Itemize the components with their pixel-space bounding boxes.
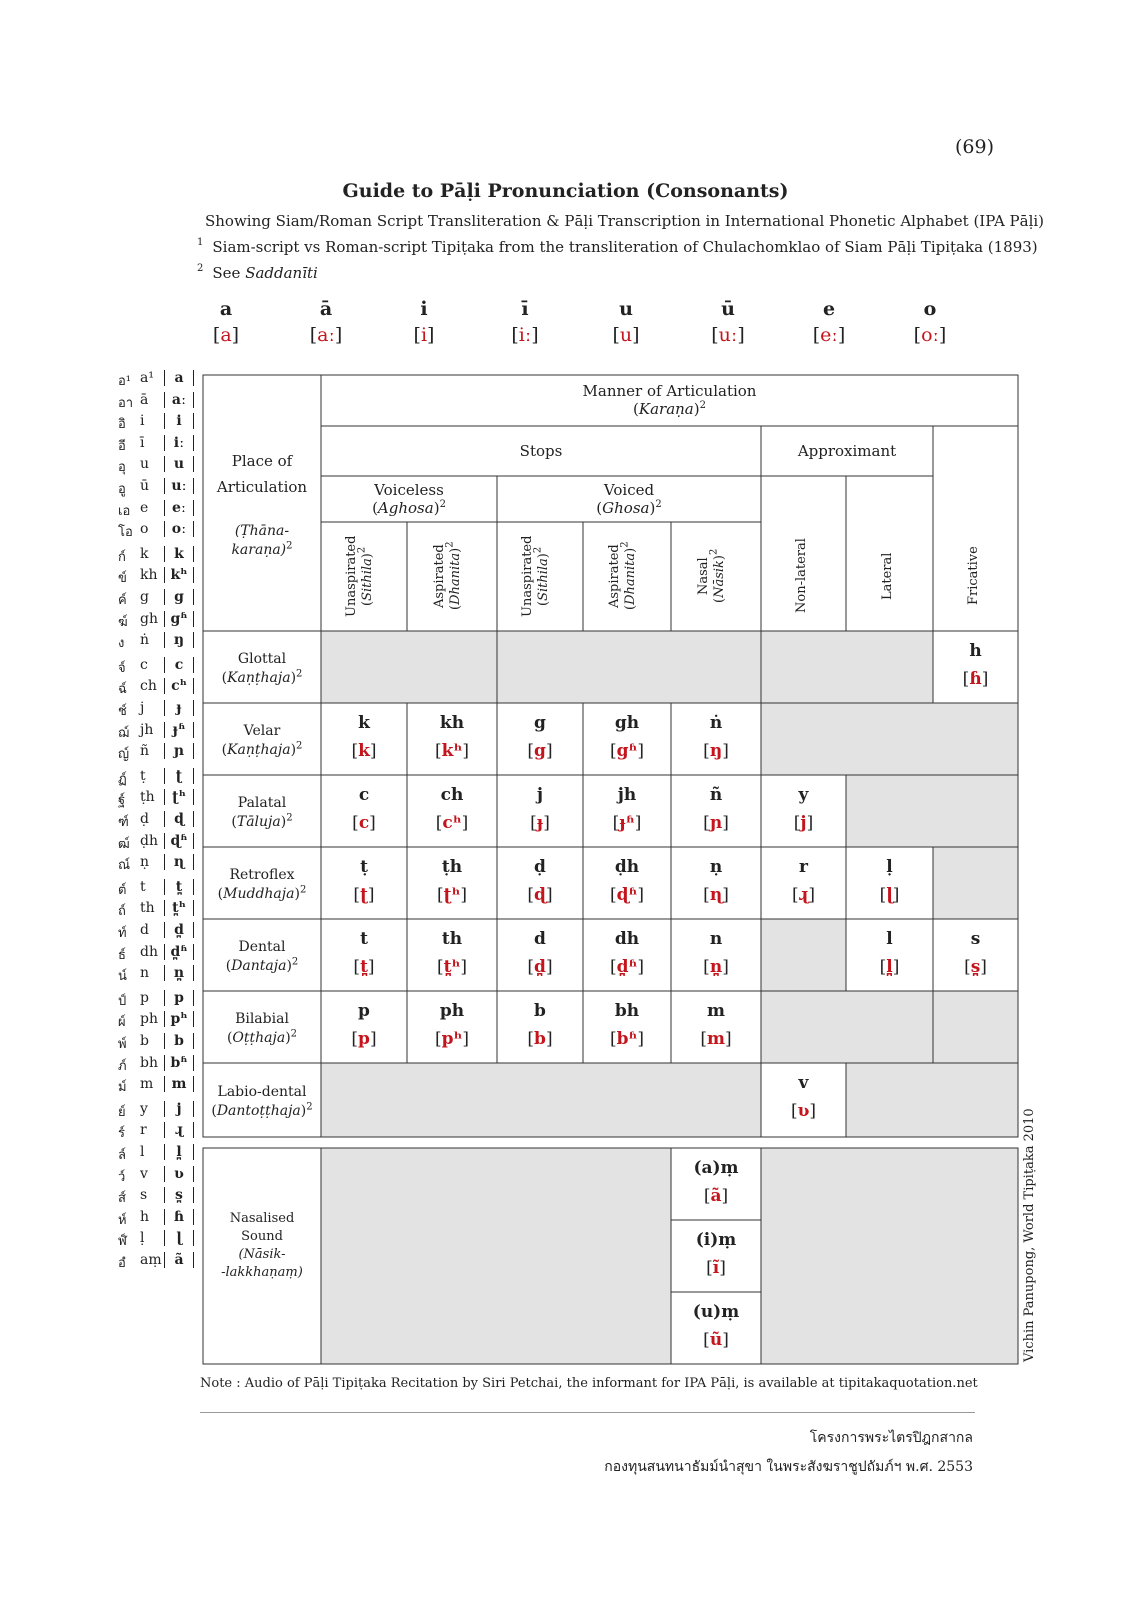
vowel-ipa: [aː]	[309, 324, 343, 346]
sidebar-ipa: i	[164, 413, 194, 429]
row-bilabial: Bilabial (Oṭṭhaja)$^2$	[226, 1011, 298, 1046]
sidebar-ipa: ɻ	[164, 1122, 194, 1138]
sidebar-thai: ย์	[118, 1104, 126, 1120]
consonant-cell	[933, 929, 1018, 977]
col-unaspirated-voiceless: Unaspirated (Sithila)$^2$	[344, 535, 375, 617]
sidebar-roman: ā	[140, 391, 149, 408]
sidebar-thai: ฉ์	[118, 682, 127, 698]
consonant-cell	[671, 1158, 761, 1206]
sidebar-roman: k	[140, 545, 149, 562]
consonant-letter: (i)ṃ	[695, 1230, 737, 1250]
consonant-ipa: [ʈ]	[353, 885, 375, 905]
consonant-ipa: [ɳ]	[703, 885, 729, 905]
sidebar-thai: ข์	[118, 571, 127, 587]
sidebar-roman: aṃ	[140, 1252, 162, 1268]
col-unaspirated-voiced: Unaspirated (Sithila)$^2$	[520, 535, 551, 617]
consonant-cell	[671, 1302, 761, 1350]
voiced-header: Voiced (Ghosa)$^2$	[596, 481, 662, 517]
sidebar-ipa: k	[164, 546, 194, 562]
footnote-1-text: Siam-script vs Roman-script Tipiṭaka from the transliteration of Chulachomklao of Siam Pāḷi Tipiṭaka (1893)	[212, 238, 1038, 256]
vowel-letter: u	[619, 298, 633, 320]
sidebar-roman: l	[140, 1144, 145, 1160]
consonant-cell	[761, 785, 846, 833]
sidebar-roman: o	[140, 521, 149, 538]
consonant-letter: (u)ṃ	[692, 1302, 740, 1322]
sidebar-thai: โอ	[118, 525, 133, 541]
sidebar-ipa: n̪	[164, 965, 194, 981]
sidebar-roman: ṭ	[140, 767, 146, 784]
sidebar-thai: ว์	[118, 1169, 126, 1185]
consonant-letter: n	[709, 929, 723, 949]
sidebar-thai: ต์	[118, 882, 127, 898]
consonant-cell	[321, 713, 407, 761]
sidebar-thai: ค์	[118, 593, 127, 608]
sidebar-roman: ḷ	[140, 1230, 145, 1247]
sidebar-ipa: ɟʱ	[164, 722, 194, 738]
vowel-ipa: [i]	[413, 324, 435, 346]
sidebar-roman: ī	[140, 434, 145, 451]
sidebar-roman: a¹	[140, 370, 154, 386]
consonant-letter: ḍh	[614, 857, 640, 877]
consonant-letter: ch	[440, 785, 464, 805]
consonant-cell	[497, 785, 583, 833]
sidebar-thai: ฒ์	[118, 836, 130, 852]
consonant-cell	[407, 713, 497, 761]
sidebar-ipa: s̪	[164, 1187, 194, 1203]
sidebar-roman: y	[140, 1100, 148, 1117]
consonant-ipa: [b]	[527, 1029, 553, 1049]
col-non-lateral: Non-lateral	[794, 538, 809, 614]
sidebar-thai: ฬ์	[118, 1234, 127, 1250]
consonant-ipa: [j]	[793, 813, 814, 833]
consonant-cell	[497, 857, 583, 905]
sidebar-roman: j	[140, 700, 145, 716]
sidebar-ipa: ʈ	[164, 768, 194, 784]
sidebar-ipa: pʰ	[164, 1011, 194, 1027]
sidebar-thai: ญ์	[118, 747, 130, 763]
col-lateral: Lateral	[880, 552, 895, 600]
consonant-cell	[407, 929, 497, 977]
consonant-ipa: [ɻ]	[792, 885, 815, 905]
sidebar-roman: u	[140, 456, 150, 473]
consonant-cell	[671, 713, 761, 761]
sidebar-thai: อู	[118, 482, 126, 497]
consonant-cell	[846, 857, 933, 905]
sidebar-roman: ṭh	[140, 789, 155, 806]
row-velar: Velar (Kaṇṭhaja)$^2$	[221, 723, 303, 758]
sidebar-ipa: aː	[164, 392, 194, 408]
place-header-sub: (Ṭhāna- karaṇa)$^2$	[231, 523, 293, 558]
sidebar-thai: อุ	[118, 460, 126, 476]
sidebar-ipa: g	[164, 589, 194, 605]
footer-project: โครงการพระไตรปิฎกสากล	[809, 1430, 973, 1446]
sidebar-ipa: gʱ	[164, 611, 194, 627]
sidebar-ipa: ɦ	[164, 1209, 194, 1225]
consonant-letter: jh	[617, 785, 637, 805]
sidebar-roman: kh	[140, 567, 158, 584]
consonant-cell	[321, 929, 407, 977]
consonant-letter: d	[534, 929, 546, 949]
consonant-ipa: [ɖ]	[527, 885, 553, 905]
sidebar-roman: b	[140, 1033, 149, 1049]
consonant-ipa: [kʰ]	[435, 741, 469, 761]
consonant-letter: v	[798, 1073, 809, 1093]
sidebar-thai: ฌ์	[118, 725, 130, 741]
sidebar-thai: ล์	[118, 1148, 126, 1163]
consonant-cell	[583, 857, 671, 905]
consonant-ipa: [p]	[351, 1029, 377, 1049]
sidebar-ipa: t̪ʰ	[164, 900, 194, 916]
sidebar-ipa: a	[164, 370, 194, 386]
consonant-cell	[497, 929, 583, 977]
col-nasal: Nasal (Nāsik)$^2$	[696, 548, 727, 604]
sidebar-ipa: d̪ʱ	[164, 944, 194, 960]
consonant-letter: j	[536, 785, 544, 805]
sidebar-ipa: eː	[164, 500, 194, 516]
sidebar-thai: ห์	[118, 1212, 127, 1228]
sidebar-ipa: p	[164, 990, 194, 1006]
vowel-letter: ā	[319, 298, 333, 320]
vowel-ipa: [uː]	[711, 324, 745, 346]
sidebar-roman: g	[140, 589, 149, 605]
sidebar-ipa: kʰ	[164, 567, 194, 583]
sidebar-ipa: b	[164, 1033, 194, 1049]
footnote-2-number: 2	[197, 263, 204, 274]
consonant-letter: ph	[439, 1001, 465, 1021]
footer-foundation: กองทุนสนทนาธัมม์นำสุขา ในพระสังฆราชูปถัมภ์ฯ พ.ศ. 2553	[604, 1459, 973, 1475]
vowel-letter: a	[219, 298, 233, 320]
consonant-cell	[321, 857, 407, 905]
consonant-cell	[761, 1073, 846, 1121]
consonant-ipa: [bʱ]	[610, 1029, 644, 1049]
voiceless-header: Voiceless (Aghosa)$^2$	[372, 481, 446, 517]
consonant-letter: h	[969, 641, 982, 661]
vowel-ipa: [eː]	[812, 324, 846, 346]
consonant-cell	[671, 929, 761, 977]
col-fricative: Fricative	[966, 546, 981, 606]
consonant-letter: ṭ	[360, 857, 368, 877]
sidebar-roman: ḍh	[140, 832, 158, 849]
sidebar-roman: ñ	[140, 743, 150, 760]
consonant-ipa: [ã]	[703, 1186, 729, 1206]
consonant-cell	[583, 929, 671, 977]
consonant-ipa: [cʰ]	[435, 813, 469, 833]
sidebar-thai: ฏ์	[118, 771, 127, 787]
page-subtitle: Showing Siam/Roman Script Transliteration & Pāḷi Transcription in International Phonetic Alphabet (IPA Pāḷi)	[205, 212, 1045, 230]
sidebar-thai: ธ์	[118, 947, 126, 963]
consonant-letter: r	[799, 857, 808, 877]
consonant-ipa: [gʱ]	[610, 741, 644, 761]
page-title: Guide to Pāḷi Pronunciation (Consonants)	[342, 180, 789, 202]
sidebar-roman: n	[140, 965, 150, 982]
sidebar-roman: gh	[140, 610, 158, 627]
consonant-letter: y	[798, 785, 809, 805]
sidebar-ipa: ɭ	[164, 1230, 194, 1246]
footer-rule	[200, 1412, 975, 1413]
consonant-ipa: [ɟ]	[530, 813, 550, 833]
sidebar-roman: p	[140, 989, 149, 1006]
sidebar-thai: ส์	[118, 1191, 126, 1207]
consonant-cell	[407, 1001, 497, 1049]
sidebar-thai: ง	[118, 636, 125, 652]
sidebar-ipa: d̪	[164, 922, 194, 938]
consonant-ipa: [ʈʰ]	[437, 885, 467, 905]
consonant-ipa: [g]	[527, 741, 553, 761]
consonant-letter: ṭh	[441, 857, 463, 877]
consonant-cell	[671, 785, 761, 833]
manner-header: Manner of Articulation (Karaṇa)$^2$	[321, 382, 1018, 418]
approximant-header: Approximant	[797, 442, 897, 460]
consonant-letter: ṅ	[709, 713, 723, 733]
sidebar-thai: น์	[118, 969, 127, 985]
sidebar-roman: e	[140, 499, 149, 516]
consonant-letter: gh	[614, 713, 640, 733]
consonant-letter: g	[534, 713, 546, 733]
consonant-ipa: [pʰ]	[434, 1029, 470, 1049]
sidebar-ipa: ɳ	[164, 854, 194, 870]
consonant-ipa: [n̪]	[703, 957, 729, 977]
sidebar-ipa: u	[164, 456, 194, 472]
consonant-cell	[321, 785, 407, 833]
audio-note: Note : Audio of Pāḷi Tipiṭaka Recitation by Siri Petchai, the informant for IPA Pāḷi, is available at tipitakaquotation.net	[200, 1376, 978, 1391]
consonant-cell	[407, 857, 497, 905]
consonant-cell	[671, 1230, 761, 1278]
sidebar-thai: ผ์	[118, 1015, 126, 1031]
sidebar-thai: ฑ์	[118, 815, 129, 830]
sidebar-ipa: m	[164, 1076, 194, 1092]
sidebar-roman: t	[140, 878, 146, 895]
vowel-letter: e	[822, 298, 836, 320]
consonant-ipa: [ɲ]	[703, 813, 729, 833]
manner-sub: Karaṇa	[638, 400, 694, 418]
consonant-ipa: [ʋ]	[790, 1101, 817, 1121]
sidebar-thai: พ์	[118, 1037, 127, 1052]
sidebar-roman: c	[140, 656, 148, 673]
stops-header: Stops	[519, 442, 563, 460]
vowel-ipa: [u]	[612, 324, 640, 346]
consonant-letter: s	[970, 929, 981, 949]
consonant-ipa: [ɦ]	[962, 669, 989, 689]
sidebar-roman: d	[140, 922, 149, 938]
consonant-letter: c	[358, 785, 370, 805]
sidebar-thai: อํ	[118, 1256, 126, 1271]
sidebar-roman: ch	[140, 678, 157, 695]
sidebar-ipa: cʰ	[164, 678, 194, 694]
sidebar-ipa: ʈʰ	[164, 789, 194, 805]
consonant-letter: bh	[614, 1001, 640, 1021]
row-labiodental: Labio-dental (Dantoṭṭhaja)$^2$	[211, 1084, 313, 1119]
consonant-ipa: [c]	[352, 813, 376, 833]
sidebar-roman: ṇ	[140, 854, 150, 871]
sidebar-roman: ḍ	[140, 811, 149, 827]
consonant-cell	[671, 857, 761, 905]
sidebar-ipa: iː	[164, 435, 194, 451]
sidebar-thai: ม์	[118, 1080, 127, 1096]
vowel-ipa: [oː]	[913, 324, 947, 346]
consonant-ipa: [ɟʱ]	[612, 813, 642, 833]
sidebar-thai: จ์	[118, 660, 126, 676]
sidebar-ipa: t̪	[164, 879, 194, 895]
consonant-cell	[497, 713, 583, 761]
sidebar-roman: ph	[140, 1011, 158, 1028]
footnote-2-italic: Saddanīti	[245, 264, 318, 282]
consonant-ipa: [l̪]	[879, 957, 900, 977]
sidebar-thai: ฆ์	[118, 614, 128, 630]
sidebar-roman: th	[140, 900, 155, 917]
sidebar-ipa: bʱ	[164, 1055, 194, 1071]
sidebar-roman: dh	[140, 943, 158, 960]
sidebar-thai: ร์	[118, 1126, 125, 1142]
footnote-2-text: See	[212, 264, 246, 282]
consonant-cell	[583, 785, 671, 833]
row-palatal: Palatal (Tāluja)$^2$	[231, 795, 293, 830]
consonant-letter: k	[358, 713, 370, 733]
consonant-letter: ḍ	[534, 857, 546, 877]
consonant-cell	[583, 1001, 671, 1049]
sidebar-ipa: ã	[164, 1252, 194, 1268]
consonant-letter: b	[534, 1001, 546, 1021]
consonant-letter: (a)ṃ	[693, 1158, 739, 1178]
consonant-ipa: [d̪]	[527, 957, 553, 977]
row-retroflex: Retroflex (Muddhaja)$^2$	[217, 867, 307, 902]
sidebar-thai: ฐ์	[118, 793, 126, 809]
consonant-letter: kh	[439, 713, 465, 733]
sidebar-thai: ภ์	[118, 1058, 127, 1074]
sidebar-roman: ṅ	[140, 632, 150, 649]
consonant-letter: m	[707, 1001, 725, 1021]
sidebar-ipa: oː	[164, 521, 194, 537]
sidebar-roman: v	[140, 1165, 148, 1182]
consonant-cell	[497, 1001, 583, 1049]
consonant-ipa: [ɖʱ]	[610, 885, 644, 905]
col-aspirated-voiceless: Aspirated (Dhanita)$^2$	[432, 541, 463, 611]
sidebar-ipa: ɟ	[164, 700, 194, 716]
credit-text: Vichin Panupong, World Tipiṭaka 2010	[1022, 1108, 1037, 1362]
consonant-cell	[321, 1001, 407, 1049]
sidebar-thai: เอ	[118, 503, 131, 519]
consonant-ipa: [t̪]	[353, 957, 375, 977]
consonant-ipa: [t̪ʰ]	[437, 957, 467, 977]
consonant-letter: dh	[614, 929, 640, 949]
vowel-letter: o	[923, 298, 937, 320]
consonant-ipa: [k]	[351, 741, 377, 761]
consonant-ipa: [s̪]	[964, 957, 987, 977]
consonant-cell	[846, 929, 933, 977]
sidebar-ipa: ɖʱ	[164, 833, 194, 849]
sidebar-ipa: c	[164, 657, 194, 673]
consonant-letter: l	[886, 929, 893, 949]
sidebar-roman: i	[140, 413, 145, 430]
consonant-letter: ḷ	[886, 857, 893, 877]
vowel-letter: ī	[521, 298, 529, 320]
manner-title: Manner of Articulation	[582, 382, 757, 400]
sidebar-roman: s	[140, 1187, 148, 1204]
sidebar-thai: อ¹	[118, 374, 132, 389]
sidebar-ipa: ʋ	[164, 1166, 194, 1182]
sidebar-roman: r	[140, 1122, 147, 1139]
footnote-1-number: 1	[197, 237, 204, 248]
sidebar-thai: ก์	[118, 549, 126, 565]
sidebar-thai: ป์	[118, 993, 127, 1009]
sidebar-roman: ū	[140, 478, 150, 494]
sidebar-thai: อา	[118, 395, 134, 411]
sidebar-thai: ถ์	[118, 904, 126, 920]
consonant-letter: th	[441, 929, 463, 949]
sidebar-thai: ช์	[118, 704, 127, 719]
consonant-letter: ṇ	[709, 857, 723, 877]
sidebar-roman: m	[140, 1076, 154, 1093]
row-nasalised: Nasalised Sound (Nāsik- -lakkhaṇaṃ)	[221, 1211, 303, 1280]
sidebar-ipa: uː	[164, 478, 194, 494]
vowel-letter: i	[420, 298, 428, 320]
sidebar-ipa: ŋ	[164, 632, 194, 648]
consonant-ipa: [d̪ʱ]	[610, 957, 644, 977]
page-number: (69)	[955, 136, 995, 158]
vowel-ipa: [iː]	[511, 324, 539, 346]
consonant-ipa: [ŋ]	[703, 741, 729, 761]
row-dental: Dental (Dantaja)$^2$	[225, 939, 299, 974]
consonant-letter: p	[358, 1001, 370, 1021]
consonant-ipa: [ĩ]	[706, 1258, 726, 1278]
vowel-ipa: [a]	[212, 324, 240, 346]
col-aspirated-voiced: Aspirated (Dhanita)$^2$	[607, 541, 638, 611]
sidebar-thai: อิ	[118, 417, 126, 433]
sidebar-ipa: ɲ	[164, 743, 194, 759]
sidebar-roman: jh	[140, 721, 154, 738]
sidebar-thai: อี	[118, 438, 126, 454]
sidebar-ipa: j	[164, 1101, 194, 1117]
consonant-ipa: [ɭ]	[879, 885, 900, 905]
vowel-letter: ū	[721, 298, 735, 320]
sidebar-roman: h	[140, 1208, 150, 1225]
sidebar-thai: ท์	[118, 926, 127, 941]
consonant-cell	[407, 785, 497, 833]
consonant-letter: ñ	[709, 785, 723, 805]
sidebar-thai: ณ์	[118, 858, 131, 874]
sidebar-ipa: ɖ	[164, 811, 194, 827]
consonant-cell	[761, 857, 846, 905]
consonant-letter: t	[360, 929, 368, 949]
sidebar-ipa: l̪	[164, 1144, 194, 1160]
row-glottal: Glottal (Kaṇṭhaja)$^2$	[221, 651, 303, 686]
consonant-cell	[933, 641, 1018, 689]
consonant-ipa: [ũ]	[703, 1330, 729, 1350]
place-header: Place of Articulation	[216, 452, 308, 496]
consonant-cell	[671, 1001, 761, 1049]
sidebar-roman: bh	[140, 1054, 158, 1071]
consonant-ipa: [m]	[700, 1029, 732, 1049]
consonant-cell	[583, 713, 671, 761]
